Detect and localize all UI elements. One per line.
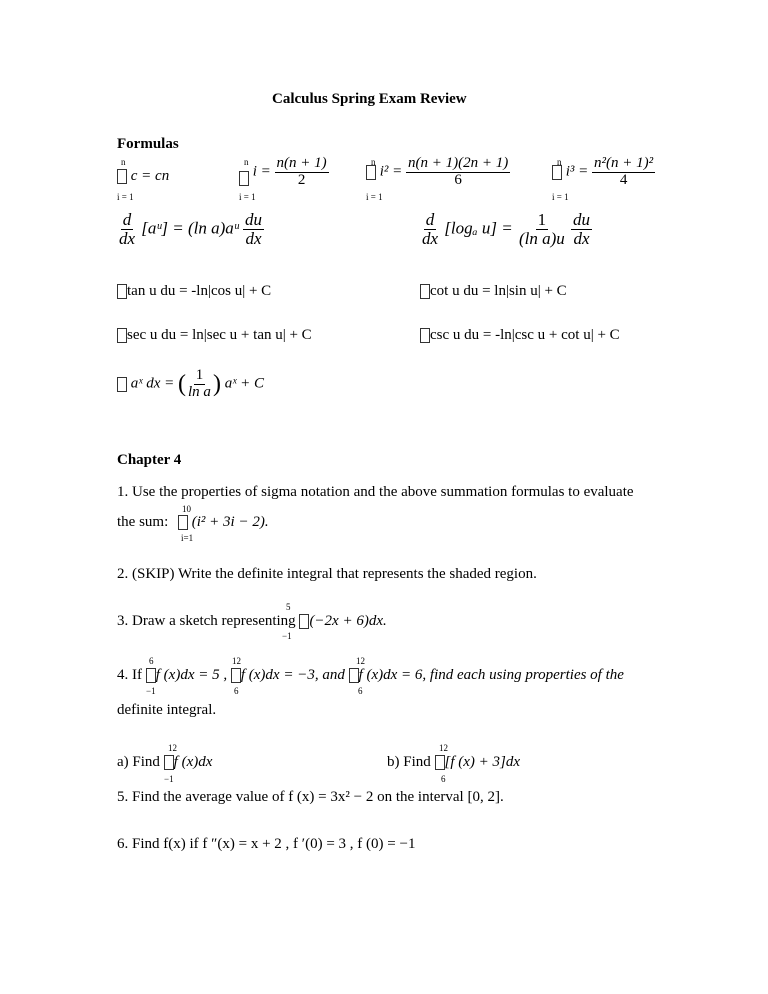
sum-i3-numerator: n²(n + 1)² xyxy=(594,155,654,171)
one-over-lnau-fraction xyxy=(517,211,567,248)
q3-lower-limit: −1 xyxy=(282,631,292,641)
q2-text: 2. (SKIP) Write the definite integral that represents the shaded region. xyxy=(117,566,537,582)
integral-symbol-icon xyxy=(420,328,430,343)
integral-symbol-icon xyxy=(231,668,241,683)
sum-i3-fraction xyxy=(592,156,655,189)
q4b-upper: 12 xyxy=(439,743,448,753)
q4-int1-lower: −1 xyxy=(146,686,156,696)
integral-symbol-icon xyxy=(435,755,445,770)
q1-lower-limit: i=1 xyxy=(181,533,194,543)
sum-i2-numerator: n(n + 1)(2n + 1) xyxy=(408,155,509,171)
q5-text: 5. Find the average value of f (x) = 3x² − 2 on the interval [0, 2]. xyxy=(117,789,504,805)
ax-integral xyxy=(117,368,264,401)
deriv-au-text: [aᵘ] = (ln a)aᵘ xyxy=(141,218,239,238)
q4b-expression: [f (x) + 3]dx xyxy=(444,754,521,770)
d-dx-fraction xyxy=(117,211,137,248)
sum-c-upper: n xyxy=(121,157,126,167)
integral-symbol-icon xyxy=(117,284,127,299)
integral-symbol-icon xyxy=(349,668,359,683)
integral-symbol-icon xyxy=(164,755,174,770)
sum-i3-lower: i = 1 xyxy=(552,192,569,202)
formulas-heading: Formulas xyxy=(117,136,179,152)
one-text: 1 xyxy=(195,367,204,383)
sum-i3-denominator: 4 xyxy=(619,171,628,188)
q4-int2: f (x)dx = −3, and xyxy=(240,667,345,683)
sum-i-upper: n xyxy=(244,157,249,167)
sum-i-denominator: 2 xyxy=(297,171,306,188)
sum-i3-lhs: i³ = xyxy=(565,163,589,180)
q4-prefix: 4. If xyxy=(117,667,142,683)
page-title: Calculus Spring Exam Review xyxy=(272,91,467,107)
cot-text: cot u du = ln|sin u| + C xyxy=(430,283,567,299)
q6-text: 6. Find f(x) if f ″(x) = x + 2 , f ′(0) = 3 , f (0) = −1 xyxy=(117,836,416,852)
q4-int3: f (x)dx = 6, find each using properties of the xyxy=(358,667,624,683)
integral-symbol-icon xyxy=(117,377,127,392)
du-text: du xyxy=(245,210,263,229)
q4b-line xyxy=(387,754,520,771)
q1-upper-limit: 10 xyxy=(182,504,191,514)
csc-text: csc u du = -ln|csc u + cot u| + C xyxy=(430,327,620,343)
integral-symbol-icon xyxy=(420,284,430,299)
deriv-log-formula xyxy=(420,211,592,248)
dx-text: dx xyxy=(573,228,590,248)
q4-line2: definite integral. xyxy=(117,702,217,718)
sec-text: sec u du = ln|sec u + tan u| + C xyxy=(127,327,312,343)
q4-int3-lower: 6 xyxy=(358,686,363,696)
integral-symbol-icon xyxy=(146,668,156,683)
q3-line xyxy=(117,613,387,630)
sum-i-formula xyxy=(239,156,329,189)
cot-integral xyxy=(420,283,567,300)
sigma-symbol-icon xyxy=(239,171,249,186)
csc-integral xyxy=(420,327,620,344)
q4a-upper: 12 xyxy=(168,743,177,753)
d-text: d xyxy=(122,210,132,229)
du-text: du xyxy=(573,210,590,229)
sum-i2-lhs: i² = xyxy=(379,163,403,180)
one-text: 1 xyxy=(537,210,547,229)
one-over-lna-fraction xyxy=(186,368,213,401)
du-dx-fraction xyxy=(571,211,592,248)
du-dx-fraction xyxy=(243,211,264,248)
sum-i-numerator: n(n + 1) xyxy=(276,155,327,171)
q3-prefix: 3. Draw a sketch representing xyxy=(117,613,296,629)
deriv-log-text: [logₐ u] = xyxy=(444,218,513,238)
q4-int2-lower: 6 xyxy=(234,686,239,696)
sum-c-formula xyxy=(117,168,169,185)
dx-text: dx xyxy=(245,228,262,248)
dx-text: dx xyxy=(422,228,439,248)
chapter-heading: Chapter 4 xyxy=(117,452,182,468)
dx-text: dx xyxy=(119,228,136,248)
sum-i3-upper: n xyxy=(557,157,562,167)
sum-i2-fraction xyxy=(406,156,510,189)
sum-i-lhs: i = xyxy=(252,163,271,180)
q4-int3-upper: 12 xyxy=(356,656,365,666)
left-paren-icon: ( xyxy=(178,370,187,397)
sigma-symbol-icon xyxy=(366,165,376,180)
tan-text: tan u du = -ln|cos u| + C xyxy=(127,283,272,299)
sum-i3-formula xyxy=(552,156,655,189)
lnau-text: (ln a)u xyxy=(518,228,565,248)
tan-integral xyxy=(117,283,271,300)
integral-symbol-icon xyxy=(299,614,309,629)
d-dx-fraction xyxy=(420,211,440,248)
integral-symbol-icon xyxy=(117,328,127,343)
sum-i2-lower: i = 1 xyxy=(366,192,383,202)
sum-i-lower: i = 1 xyxy=(239,192,256,202)
q4-int1: f (x)dx = 5 , xyxy=(155,667,228,683)
sigma-symbol-icon xyxy=(178,515,188,530)
sigma-symbol-icon xyxy=(117,169,127,184)
deriv-au-formula xyxy=(117,211,264,248)
q3-expression: (−2x + 6)dx. xyxy=(309,613,387,629)
ax-rhs-text: aˣ + C xyxy=(224,375,265,392)
q1-line1: 1. Use the properties of sigma notation and the above summation formulas to evaluate xyxy=(117,484,634,500)
sec-integral xyxy=(117,327,312,344)
q4a-line xyxy=(117,754,212,771)
q4-int2-upper: 12 xyxy=(232,656,241,666)
q4a-lower: −1 xyxy=(164,774,174,784)
q1-line2 xyxy=(117,514,269,531)
d-text: d xyxy=(425,210,435,229)
q1-prefix: the sum: xyxy=(117,514,169,530)
q4-line1 xyxy=(117,667,624,684)
sum-c-text: c = cn xyxy=(130,168,170,184)
sum-i2-upper: n xyxy=(371,157,376,167)
q4b-prefix: b) Find xyxy=(387,754,431,770)
sum-i2-formula xyxy=(366,156,510,189)
sigma-symbol-icon xyxy=(552,165,562,180)
ax-lhs-text: aˣ dx = xyxy=(130,375,175,392)
q3-upper-limit: 5 xyxy=(286,602,291,612)
sum-i2-denominator: 6 xyxy=(454,171,462,188)
q1-expression: (i² + 3i − 2). xyxy=(191,514,269,530)
q4-int1-upper: 6 xyxy=(149,656,154,666)
q4a-prefix: a) Find xyxy=(117,754,160,770)
right-paren-icon: ) xyxy=(212,370,221,397)
sum-i-fraction xyxy=(275,156,329,189)
sum-c-lower: i = 1 xyxy=(117,192,134,202)
q4a-expression: f (x)dx xyxy=(173,754,213,770)
q4b-lower: 6 xyxy=(441,774,446,784)
lna-text: ln a xyxy=(188,383,211,400)
